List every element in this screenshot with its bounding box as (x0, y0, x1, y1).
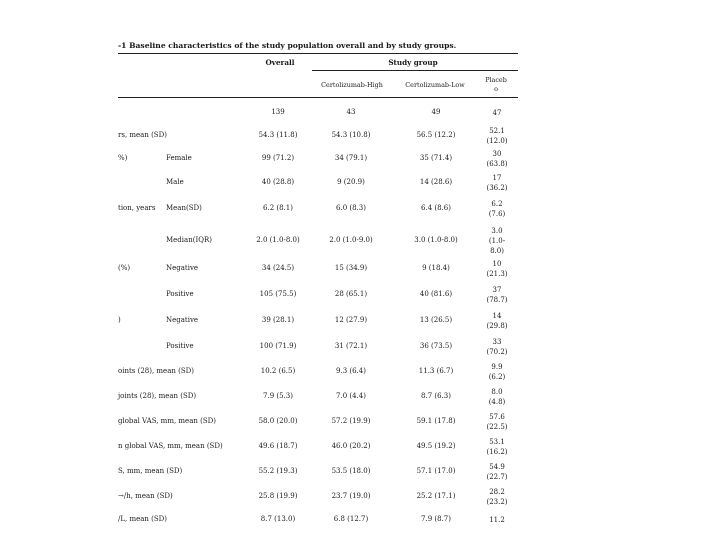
cell-placebo: (12.0) (486, 137, 508, 145)
cell-placebo: (23.2) (486, 498, 508, 506)
table-title: -1 Baseline characteristics of the study population overall and by study groups. (118, 41, 457, 50)
cell-placebo: (21.3) (486, 270, 508, 278)
cell-placebo: 47 (492, 109, 502, 117)
cell-cert-high: 34 (79.1) (334, 154, 368, 162)
cell-placebo: (7.6) (488, 210, 506, 218)
cell-overall: 39 (28.1) (261, 316, 295, 324)
row-sublabel: Male (166, 178, 184, 186)
cell-cert-high: 54.3 (10.8) (331, 131, 371, 139)
cell-overall: 55.2 (19.3) (258, 467, 298, 475)
header-placebo-line1: Placeb (485, 76, 507, 84)
cell-placebo: 17 (492, 174, 502, 182)
cell-overall: 2.0 (1.0-8.0) (256, 236, 300, 244)
header-placebo (480, 76, 512, 94)
row-label: joints (28), mean (SD) (118, 392, 197, 400)
row-label: rs, mean (SD) (118, 131, 167, 139)
row-label: ) (118, 316, 121, 324)
cell-placebo: (78.7) (486, 296, 508, 304)
cell-placebo: 6.2 (491, 200, 503, 208)
header-cert-high: Certolizumab-High (321, 81, 383, 89)
cell-cert-low: 9 (18.4) (422, 264, 450, 272)
cell-overall: 49.6 (18.7) (258, 442, 298, 450)
cell-placebo: 57.6 (489, 413, 505, 421)
cell-placebo: (16.2) (486, 448, 508, 456)
header-study-group: Study group (388, 58, 438, 67)
cell-placebo: (4.8) (488, 398, 506, 406)
cell-placebo: (6.2) (488, 373, 506, 381)
row-label: %) (118, 154, 128, 162)
cell-cert-low: 3.0 (1.0-8.0) (414, 236, 458, 244)
cell-cert-low: 7.9 (8.7) (421, 515, 451, 523)
top-rule (118, 53, 518, 54)
row-label: S, mm, mean (SD) (118, 467, 183, 475)
cell-cert-high: 23.7 (19.0) (331, 492, 371, 500)
cell-overall: 100 (71.9) (259, 342, 297, 350)
cell-placebo: (70.2) (486, 348, 508, 356)
cell-placebo: 8.0 (491, 388, 503, 396)
row-label: /L, mean (SD) (118, 515, 168, 523)
row-sublabel: Positive (166, 342, 194, 350)
cell-placebo: 11.2 (489, 516, 505, 524)
cell-placebo: 37 (492, 286, 502, 294)
cell-cert-high: 28 (65.1) (334, 290, 368, 298)
cell-cert-high: 53.5 (18.0) (331, 467, 371, 475)
cell-cert-high: 2.0 (1.0-9.0) (329, 236, 373, 244)
cell-overall: 139 (271, 108, 285, 116)
cell-overall: 7.9 (5.3) (263, 392, 293, 400)
cell-cert-low: 11.3 (6.7) (418, 367, 454, 375)
cell-overall: 105 (75.5) (259, 290, 297, 298)
row-label: →/h, mean (SD) (118, 492, 173, 500)
cell-cert-high: 9.3 (6.4) (336, 367, 366, 375)
row-sublabel: Mean(SD) (166, 204, 202, 212)
cell-overall: 54.3 (11.8) (258, 131, 298, 139)
cell-placebo: (22.5) (486, 423, 508, 431)
header-bottom-rule (118, 97, 518, 98)
header-cert-low: Certolizumab-Low (405, 81, 465, 89)
cell-cert-high: 7.0 (4.4) (336, 392, 366, 400)
cell-overall: 99 (71.2) (261, 154, 295, 162)
cell-cert-high: 57.2 (19.9) (331, 417, 371, 425)
cell-placebo: (36.2) (486, 184, 508, 192)
cell-placebo: (63.8) (486, 160, 508, 168)
row-sublabel: Negative (166, 264, 199, 272)
header-placebo-line2: o (494, 85, 498, 93)
cell-cert-high: 6.0 (8.3) (336, 204, 366, 212)
cell-cert-high: 31 (72.1) (334, 342, 368, 350)
cell-placebo: 28.2 (489, 488, 505, 496)
cell-placebo: (22.7) (486, 473, 508, 481)
cell-placebo: 54.9 (489, 463, 505, 471)
row-sublabel: Median(IQR) (166, 236, 212, 244)
cell-placebo: 33 (492, 338, 502, 346)
cell-cert-high: 12 (27.9) (334, 316, 368, 324)
cell-cert-low: 36 (73.5) (419, 342, 453, 350)
cell-placebo: 3.0 (491, 227, 503, 235)
row-label: oints (28), mean (SD) (118, 367, 194, 375)
cell-cert-low: 59.1 (17.8) (416, 417, 456, 425)
cell-cert-high: 15 (34.9) (334, 264, 368, 272)
cell-placebo: 10 (492, 260, 502, 268)
cell-placebo: 8.0) (490, 247, 504, 255)
row-sublabel: Female (166, 154, 192, 162)
cell-overall: 8.7 (13.0) (260, 515, 296, 523)
row-sublabel: Negative (166, 316, 199, 324)
cell-cert-low: 49.5 (19.2) (416, 442, 456, 450)
row-sublabel: Positive (166, 290, 194, 298)
cell-cert-low: 8.7 (6.3) (421, 392, 451, 400)
cell-overall: 10.2 (6.5) (260, 367, 296, 375)
cell-placebo: 52.1 (489, 127, 505, 135)
cell-overall: 34 (24.5) (261, 264, 295, 272)
cell-cert-low: 13 (26.5) (419, 316, 453, 324)
row-label: (%) (118, 264, 131, 272)
cell-placebo: 53.1 (489, 438, 505, 446)
cell-cert-high: 9 (20.9) (337, 178, 365, 186)
cell-cert-low: 6.4 (8.6) (421, 204, 451, 212)
cell-cert-low: 35 (71.4) (419, 154, 453, 162)
cell-overall: 58.0 (20.0) (258, 417, 298, 425)
cell-cert-low: 40 (81.6) (419, 290, 453, 298)
cell-overall: 6.2 (8.1) (263, 204, 293, 212)
cell-cert-low: 25.2 (17.1) (416, 492, 456, 500)
cell-cert-low: 14 (28.6) (419, 178, 453, 186)
cell-placebo: 14 (492, 312, 502, 320)
cell-overall: 25.8 (19.9) (258, 492, 298, 500)
cell-placebo: (1.0- (488, 237, 506, 245)
cell-placebo: 30 (492, 150, 502, 158)
cell-overall: 40 (28.8) (261, 178, 295, 186)
cell-cert-high: 43 (346, 108, 356, 116)
row-label: tion, years (118, 204, 156, 212)
header-overall: Overall (265, 58, 295, 67)
cell-cert-low: 56.5 (12.2) (416, 131, 456, 139)
row-label: global VAS, mm, mean (SD) (118, 417, 216, 425)
cell-cert-low: 57.1 (17.0) (416, 467, 456, 475)
row-label: n global VAS, mm, mean (SD) (118, 442, 223, 450)
cell-cert-high: 6.8 (12.7) (333, 515, 369, 523)
cell-cert-low: 49 (431, 108, 441, 116)
cell-cert-high: 46.0 (20.2) (331, 442, 371, 450)
study-group-rule (312, 70, 518, 71)
cell-placebo: (29.8) (486, 322, 508, 330)
cell-placebo: 9.9 (491, 363, 503, 371)
